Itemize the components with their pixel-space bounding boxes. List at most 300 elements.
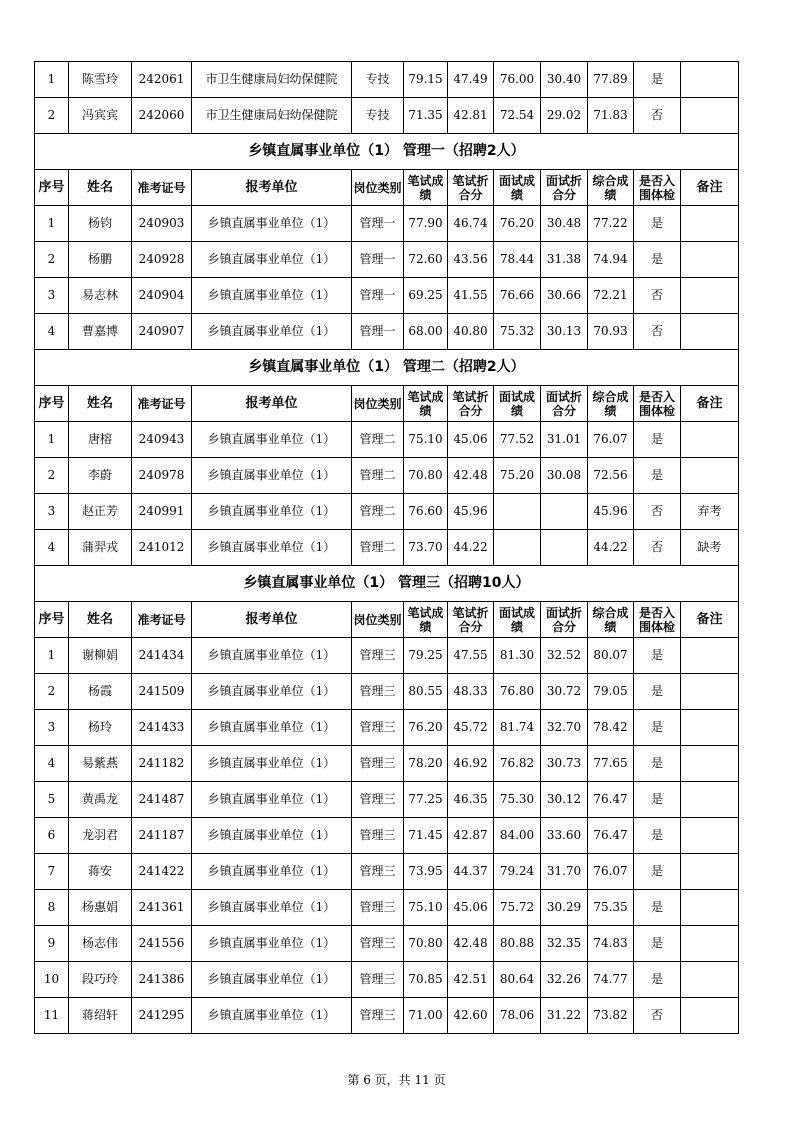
table-cell: 乡镇直属事业单位（1） xyxy=(192,422,352,458)
table-cell xyxy=(681,638,739,674)
table-cell: 杨惠娟 xyxy=(69,890,132,926)
table-cell: 45.96 xyxy=(448,494,494,530)
column-header: 面试折合分 xyxy=(541,386,588,422)
table-cell xyxy=(541,530,588,566)
table-cell: 241556 xyxy=(132,926,192,962)
table-cell: 谢柳娟 xyxy=(69,638,132,674)
table-cell: 241182 xyxy=(132,746,192,782)
table-cell xyxy=(494,530,541,566)
table-cell: 蒋绍轩 xyxy=(69,998,132,1034)
table-cell xyxy=(681,890,739,926)
table-cell: 44.22 xyxy=(448,530,494,566)
table-cell: 乡镇直属事业单位（1） xyxy=(192,494,352,530)
column-header: 备注 xyxy=(681,602,739,638)
table-cell: 乡镇直属事业单位（1） xyxy=(192,998,352,1034)
table-cell: 70.80 xyxy=(404,926,448,962)
column-header: 笔试折合分 xyxy=(448,386,494,422)
table-cell: 45.96 xyxy=(588,494,634,530)
table-cell xyxy=(681,710,739,746)
table-cell: 31.01 xyxy=(541,422,588,458)
table-cell: 管理一 xyxy=(352,242,404,278)
table-cell: 管理三 xyxy=(352,818,404,854)
table-row xyxy=(35,458,739,494)
table-cell: 管理三 xyxy=(352,962,404,998)
column-header: 笔试成绩 xyxy=(404,602,448,638)
table-cell: 否 xyxy=(634,314,681,350)
table-cell xyxy=(681,98,739,134)
table-cell: 240978 xyxy=(132,458,192,494)
table-cell: 是 xyxy=(634,782,681,818)
table-row xyxy=(35,854,739,890)
table-cell: 是 xyxy=(634,962,681,998)
table-cell: 乡镇直属事业单位（1） xyxy=(192,782,352,818)
table-cell: 30.12 xyxy=(541,782,588,818)
table-cell: 76.60 xyxy=(404,494,448,530)
table-cell: 42.60 xyxy=(448,998,494,1034)
table-cell: 79.25 xyxy=(404,638,448,674)
table-row xyxy=(35,278,739,314)
column-header: 准考证号 xyxy=(132,602,192,638)
table-cell: 管理三 xyxy=(352,854,404,890)
table-row xyxy=(35,314,739,350)
table-cell xyxy=(681,818,739,854)
table-cell: 李蔚 xyxy=(69,458,132,494)
table-cell: 是 xyxy=(634,890,681,926)
table-cell: 76.80 xyxy=(494,674,541,710)
table-cell: 45.06 xyxy=(448,890,494,926)
table-cell: 是 xyxy=(634,206,681,242)
table-row xyxy=(35,782,739,818)
column-header: 岗位类别 xyxy=(352,170,404,206)
table-cell: 是 xyxy=(634,926,681,962)
header-row xyxy=(35,386,739,422)
table-row xyxy=(35,638,739,674)
section-title: 乡镇直属事业单位（1） 管理二（招聘2人） xyxy=(35,350,739,386)
table-cell: 管理一 xyxy=(352,278,404,314)
table-cell: 240904 xyxy=(132,278,192,314)
table-cell: 杨钧 xyxy=(69,206,132,242)
table-cell: 市卫生健康局妇幼保健院 xyxy=(192,98,352,134)
column-header: 面试成绩 xyxy=(494,386,541,422)
column-header: 是否入围体检 xyxy=(634,602,681,638)
table-cell: 2 xyxy=(35,458,69,494)
table-cell xyxy=(681,458,739,494)
table-cell: 30.48 xyxy=(541,206,588,242)
table-cell: 乡镇直属事业单位（1） xyxy=(192,638,352,674)
table-cell: 74.94 xyxy=(588,242,634,278)
column-header: 报考单位 xyxy=(192,170,352,206)
table-cell: 是 xyxy=(634,854,681,890)
table-cell: 乡镇直属事业单位（1） xyxy=(192,242,352,278)
table-cell: 3 xyxy=(35,278,69,314)
table-cell: 否 xyxy=(634,98,681,134)
column-header: 笔试成绩 xyxy=(404,170,448,206)
table-cell: 81.74 xyxy=(494,710,541,746)
table-cell: 黄禹龙 xyxy=(69,782,132,818)
table-cell: 241434 xyxy=(132,638,192,674)
table-cell: 47.49 xyxy=(448,62,494,98)
table-cell: 专技 xyxy=(352,62,404,98)
table-cell: 乡镇直属事业单位（1） xyxy=(192,314,352,350)
column-header: 准考证号 xyxy=(132,386,192,422)
table-row xyxy=(35,962,739,998)
table-cell: 是 xyxy=(634,674,681,710)
table-cell: 管理一 xyxy=(352,314,404,350)
table-cell: 2 xyxy=(35,242,69,278)
table-cell: 乡镇直属事业单位（1） xyxy=(192,458,352,494)
table-cell: 30.29 xyxy=(541,890,588,926)
table-row xyxy=(35,206,739,242)
table-cell xyxy=(681,62,739,98)
section-title: 乡镇直属事业单位（1） 管理一（招聘2人） xyxy=(35,134,739,170)
table-cell: 84.00 xyxy=(494,818,541,854)
table-row xyxy=(35,746,739,782)
table-cell: 241487 xyxy=(132,782,192,818)
table-cell: 乡镇直属事业单位（1） xyxy=(192,854,352,890)
table-cell: 管理三 xyxy=(352,746,404,782)
table-cell xyxy=(681,278,739,314)
table-cell: 47.55 xyxy=(448,638,494,674)
table-cell: 2 xyxy=(35,674,69,710)
table-cell: 78.42 xyxy=(588,710,634,746)
table-cell: 79.15 xyxy=(404,62,448,98)
table-cell xyxy=(681,998,739,1034)
table-cell: 72.60 xyxy=(404,242,448,278)
column-header: 岗位类别 xyxy=(352,386,404,422)
score-table-body xyxy=(35,62,739,1034)
table-cell: 76.07 xyxy=(588,422,634,458)
table-cell: 乡镇直属事业单位（1） xyxy=(192,746,352,782)
table-cell: 5 xyxy=(35,782,69,818)
table-cell: 241361 xyxy=(132,890,192,926)
table-cell: 241509 xyxy=(132,674,192,710)
table-cell: 乡镇直属事业单位（1） xyxy=(192,926,352,962)
table-cell: 76.82 xyxy=(494,746,541,782)
table-cell: 73.95 xyxy=(404,854,448,890)
header-row xyxy=(35,602,739,638)
table-cell: 68.00 xyxy=(404,314,448,350)
table-cell: 75.30 xyxy=(494,782,541,818)
table-cell: 乡镇直属事业单位（1） xyxy=(192,710,352,746)
table-cell: 6 xyxy=(35,818,69,854)
table-cell: 40.80 xyxy=(448,314,494,350)
table-cell: 31.38 xyxy=(541,242,588,278)
table-cell: 是 xyxy=(634,710,681,746)
table-cell: 71.45 xyxy=(404,818,448,854)
table-cell: 69.25 xyxy=(404,278,448,314)
column-header: 笔试折合分 xyxy=(448,602,494,638)
table-cell: 管理三 xyxy=(352,782,404,818)
table-row xyxy=(35,98,739,134)
table-cell xyxy=(681,242,739,278)
table-cell: 管理三 xyxy=(352,926,404,962)
column-header: 笔试折合分 xyxy=(448,170,494,206)
table-cell: 75.32 xyxy=(494,314,541,350)
table-row xyxy=(35,890,739,926)
table-cell: 管理二 xyxy=(352,458,404,494)
score-table xyxy=(34,61,739,1034)
table-cell: 是 xyxy=(634,458,681,494)
column-header: 面试成绩 xyxy=(494,170,541,206)
table-cell: 46.35 xyxy=(448,782,494,818)
table-row xyxy=(35,494,739,530)
section-title: 乡镇直属事业单位（1） 管理三（招聘10人） xyxy=(35,566,739,602)
table-cell: 44.22 xyxy=(588,530,634,566)
table-cell: 76.00 xyxy=(494,62,541,98)
table-cell: 70.80 xyxy=(404,458,448,494)
table-cell: 易志林 xyxy=(69,278,132,314)
table-row xyxy=(35,530,739,566)
column-header: 岗位类别 xyxy=(352,602,404,638)
table-cell: 75.20 xyxy=(494,458,541,494)
table-cell: 75.72 xyxy=(494,890,541,926)
column-header: 备注 xyxy=(681,386,739,422)
table-cell: 乡镇直属事业单位（1） xyxy=(192,962,352,998)
table-cell: 79.05 xyxy=(588,674,634,710)
table-cell: 管理二 xyxy=(352,422,404,458)
table-cell: 72.56 xyxy=(588,458,634,494)
table-cell: 否 xyxy=(634,530,681,566)
column-header: 笔试成绩 xyxy=(404,386,448,422)
table-cell: 240991 xyxy=(132,494,192,530)
table-cell: 30.72 xyxy=(541,674,588,710)
table-cell: 杨霞 xyxy=(69,674,132,710)
table-cell: 管理三 xyxy=(352,710,404,746)
table-cell: 30.13 xyxy=(541,314,588,350)
table-row xyxy=(35,62,739,98)
column-header: 报考单位 xyxy=(192,602,352,638)
table-cell: 8 xyxy=(35,890,69,926)
table-cell: 乡镇直属事业单位（1） xyxy=(192,530,352,566)
table-cell: 42.81 xyxy=(448,98,494,134)
table-cell: 73.70 xyxy=(404,530,448,566)
table-cell: 76.66 xyxy=(494,278,541,314)
table-cell: 77.90 xyxy=(404,206,448,242)
table-cell: 32.35 xyxy=(541,926,588,962)
table-row xyxy=(35,998,739,1034)
table-cell: 龙羽君 xyxy=(69,818,132,854)
table-cell: 乡镇直属事业单位（1） xyxy=(192,206,352,242)
table-cell xyxy=(681,854,739,890)
table-cell: 80.88 xyxy=(494,926,541,962)
table-cell: 是 xyxy=(634,818,681,854)
table-cell: 77.89 xyxy=(588,62,634,98)
table-cell: 乡镇直属事业单位（1） xyxy=(192,890,352,926)
column-header: 序号 xyxy=(35,170,69,206)
table-cell: 32.52 xyxy=(541,638,588,674)
table-cell: 48.33 xyxy=(448,674,494,710)
table-cell: 32.26 xyxy=(541,962,588,998)
table-cell: 杨玲 xyxy=(69,710,132,746)
column-header: 面试折合分 xyxy=(541,602,588,638)
table-cell: 74.83 xyxy=(588,926,634,962)
table-cell: 75.10 xyxy=(404,890,448,926)
table-cell: 易紫燕 xyxy=(69,746,132,782)
table-cell: 弃考 xyxy=(681,494,739,530)
table-cell: 管理三 xyxy=(352,890,404,926)
header-row xyxy=(35,170,739,206)
table-cell: 缺考 xyxy=(681,530,739,566)
table-cell: 76.20 xyxy=(494,206,541,242)
column-header: 报考单位 xyxy=(192,386,352,422)
table-cell: 80.55 xyxy=(404,674,448,710)
table-cell: 74.77 xyxy=(588,962,634,998)
table-cell: 32.70 xyxy=(541,710,588,746)
table-cell: 76.47 xyxy=(588,818,634,854)
table-cell: 管理三 xyxy=(352,674,404,710)
table-cell: 46.92 xyxy=(448,746,494,782)
table-cell: 76.47 xyxy=(588,782,634,818)
table-cell: 72.54 xyxy=(494,98,541,134)
column-header: 序号 xyxy=(35,602,69,638)
table-cell: 7 xyxy=(35,854,69,890)
table-cell xyxy=(494,494,541,530)
table-cell: 75.35 xyxy=(588,890,634,926)
table-cell: 77.65 xyxy=(588,746,634,782)
table-cell: 乡镇直属事业单位（1） xyxy=(192,818,352,854)
table-cell: 240907 xyxy=(132,314,192,350)
table-cell: 241187 xyxy=(132,818,192,854)
table-cell: 71.00 xyxy=(404,998,448,1034)
table-cell: 33.60 xyxy=(541,818,588,854)
column-header: 姓名 xyxy=(69,602,132,638)
page-footer: 第 6 页，共 11 页 xyxy=(347,1073,446,1087)
table-cell: 否 xyxy=(634,278,681,314)
table-cell: 78.06 xyxy=(494,998,541,1034)
table-cell: 76.07 xyxy=(588,854,634,890)
table-cell: 80.64 xyxy=(494,962,541,998)
column-header: 序号 xyxy=(35,386,69,422)
table-row xyxy=(35,674,739,710)
table-cell: 45.06 xyxy=(448,422,494,458)
table-cell: 77.52 xyxy=(494,422,541,458)
table-cell: 10 xyxy=(35,962,69,998)
table-cell xyxy=(681,422,739,458)
table-cell: 管理三 xyxy=(352,998,404,1034)
table-cell: 46.74 xyxy=(448,206,494,242)
column-header: 面试成绩 xyxy=(494,602,541,638)
table-cell: 45.72 xyxy=(448,710,494,746)
table-cell: 241295 xyxy=(132,998,192,1034)
table-cell: 78.20 xyxy=(404,746,448,782)
table-row xyxy=(35,710,739,746)
table-cell xyxy=(541,494,588,530)
table-cell: 29.02 xyxy=(541,98,588,134)
column-header: 综合成绩 xyxy=(588,170,634,206)
table-cell: 70.93 xyxy=(588,314,634,350)
table-cell xyxy=(681,674,739,710)
table-cell: 78.44 xyxy=(494,242,541,278)
table-cell: 4 xyxy=(35,530,69,566)
table-cell: 1 xyxy=(35,638,69,674)
table-cell: 杨鹏 xyxy=(69,242,132,278)
table-cell: 76.20 xyxy=(404,710,448,746)
table-cell xyxy=(681,314,739,350)
column-header: 备注 xyxy=(681,170,739,206)
table-cell: 3 xyxy=(35,494,69,530)
table-cell: 蒋安 xyxy=(69,854,132,890)
table-cell: 242060 xyxy=(132,98,192,134)
table-cell: 杨志伟 xyxy=(69,926,132,962)
table-cell: 1 xyxy=(35,206,69,242)
table-cell xyxy=(681,782,739,818)
table-cell: 4 xyxy=(35,314,69,350)
table-cell: 81.30 xyxy=(494,638,541,674)
table-cell: 1 xyxy=(35,422,69,458)
table-cell xyxy=(681,926,739,962)
table-cell: 30.73 xyxy=(541,746,588,782)
table-cell: 31.22 xyxy=(541,998,588,1034)
table-cell: 42.48 xyxy=(448,926,494,962)
table-cell: 241433 xyxy=(132,710,192,746)
table-cell: 否 xyxy=(634,494,681,530)
table-cell: 71.35 xyxy=(404,98,448,134)
table-cell: 241422 xyxy=(132,854,192,890)
table-cell: 是 xyxy=(634,242,681,278)
column-header: 综合成绩 xyxy=(588,602,634,638)
table-cell: 240903 xyxy=(132,206,192,242)
table-cell: 赵正芳 xyxy=(69,494,132,530)
table-cell: 1 xyxy=(35,62,69,98)
table-cell: 是 xyxy=(634,62,681,98)
table-cell: 2 xyxy=(35,98,69,134)
table-cell: 4 xyxy=(35,746,69,782)
table-cell: 42.51 xyxy=(448,962,494,998)
table-cell: 240943 xyxy=(132,422,192,458)
table-cell: 否 xyxy=(634,998,681,1034)
column-header: 综合成绩 xyxy=(588,386,634,422)
table-cell: 241386 xyxy=(132,962,192,998)
table-cell: 11 xyxy=(35,998,69,1034)
table-cell: 43.56 xyxy=(448,242,494,278)
column-header: 姓名 xyxy=(69,386,132,422)
table-cell: 44.37 xyxy=(448,854,494,890)
table-cell: 乡镇直属事业单位（1） xyxy=(192,674,352,710)
table-cell: 42.87 xyxy=(448,818,494,854)
table-cell xyxy=(681,962,739,998)
table-cell: 陈雪玲 xyxy=(69,62,132,98)
table-cell: 管理三 xyxy=(352,638,404,674)
column-header: 准考证号 xyxy=(132,170,192,206)
table-cell: 30.08 xyxy=(541,458,588,494)
table-cell: 77.22 xyxy=(588,206,634,242)
table-cell: 42.48 xyxy=(448,458,494,494)
table-cell: 241012 xyxy=(132,530,192,566)
table-cell: 管理二 xyxy=(352,494,404,530)
table-cell: 9 xyxy=(35,926,69,962)
table-row xyxy=(35,818,739,854)
table-cell: 240928 xyxy=(132,242,192,278)
table-cell: 77.25 xyxy=(404,782,448,818)
table-cell: 70.85 xyxy=(404,962,448,998)
column-header: 面试折合分 xyxy=(541,170,588,206)
column-header: 是否入围体检 xyxy=(634,170,681,206)
section-title-row xyxy=(35,350,739,386)
table-cell: 专技 xyxy=(352,98,404,134)
table-cell: 30.40 xyxy=(541,62,588,98)
table-cell: 蒲羿戎 xyxy=(69,530,132,566)
table-row xyxy=(35,242,739,278)
table-cell: 31.70 xyxy=(541,854,588,890)
table-cell: 80.07 xyxy=(588,638,634,674)
table-cell: 3 xyxy=(35,710,69,746)
column-header: 是否入围体检 xyxy=(634,386,681,422)
table-cell: 段巧玲 xyxy=(69,962,132,998)
table-cell: 是 xyxy=(634,638,681,674)
table-row xyxy=(35,422,739,458)
table-cell: 是 xyxy=(634,746,681,782)
table-cell: 曹嘉博 xyxy=(69,314,132,350)
